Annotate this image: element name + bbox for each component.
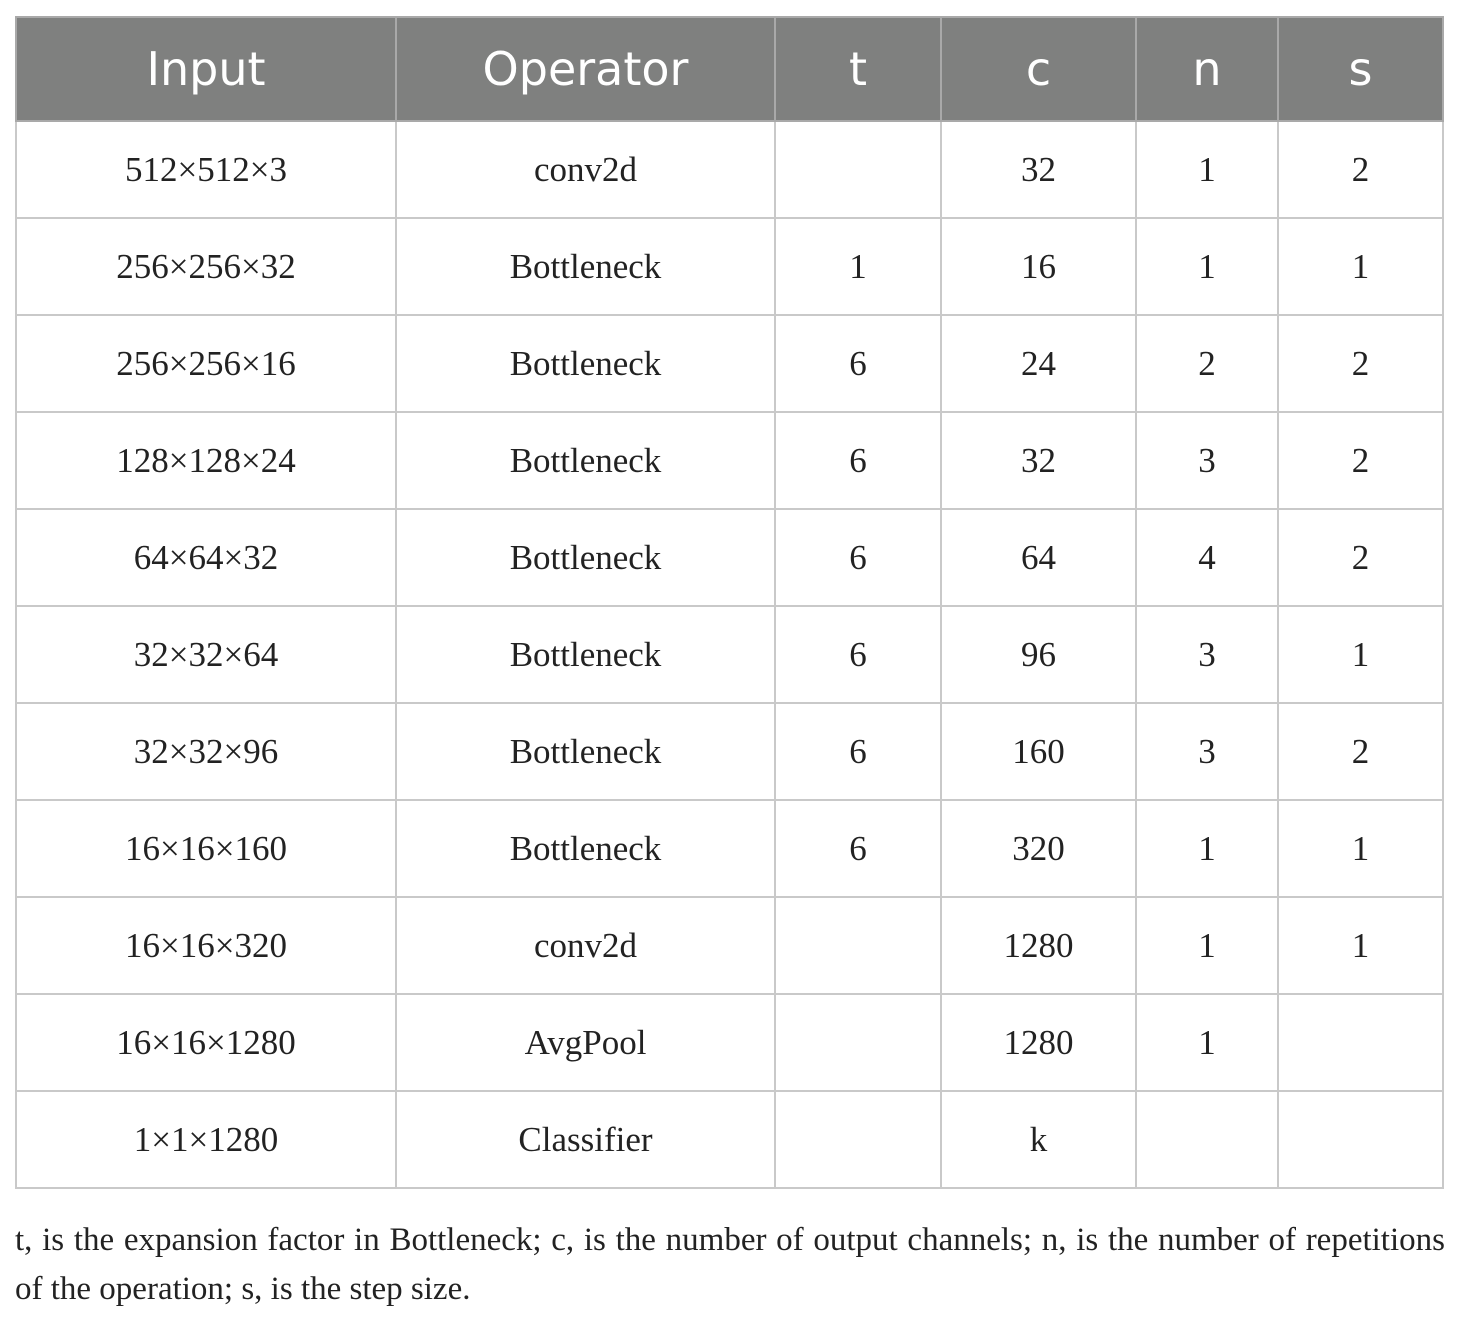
cell-operator: Bottleneck [396, 315, 775, 412]
table-row [16, 315, 1443, 412]
cell-n: 4 [1136, 509, 1278, 606]
table-row [16, 703, 1443, 800]
cell-s: 2 [1278, 703, 1443, 800]
cell-input: 16×16×320 [16, 897, 396, 994]
cell-s [1278, 1091, 1443, 1188]
cell-input: 256×256×16 [16, 315, 396, 412]
cell-t: 6 [775, 315, 941, 412]
table-row [16, 218, 1443, 315]
cell-input: 128×128×24 [16, 412, 396, 509]
cell-s: 2 [1278, 315, 1443, 412]
cell-operator: Bottleneck [396, 703, 775, 800]
cell-c: k [941, 1091, 1136, 1188]
table-footnote: t, is the expansion factor in Bottleneck; c, is the number of output channels; n, is the number of repetitions of the operation; s, is the step size. [15, 1222, 1445, 1307]
cell-s: 1 [1278, 218, 1443, 315]
column-header-t: t [775, 17, 941, 121]
cell-operator: Bottleneck [396, 606, 775, 703]
table-row [16, 897, 1443, 994]
table-row [16, 800, 1443, 897]
cell-t [775, 1091, 941, 1188]
table-body [16, 121, 1443, 1188]
cell-operator: Bottleneck [396, 509, 775, 606]
cell-operator: Bottleneck [396, 218, 775, 315]
cell-n [1136, 1091, 1278, 1188]
cell-t: 6 [775, 509, 941, 606]
cell-t: 6 [775, 606, 941, 703]
table-row [16, 1091, 1443, 1188]
cell-n: 1 [1136, 121, 1278, 218]
cell-n: 3 [1136, 703, 1278, 800]
header-row [16, 17, 1443, 121]
table-row [16, 509, 1443, 606]
cell-s: 1 [1278, 606, 1443, 703]
table-row [16, 121, 1443, 218]
cell-input: 32×32×96 [16, 703, 396, 800]
column-header-s: s [1278, 17, 1443, 121]
cell-t: 6 [775, 412, 941, 509]
cell-s: 2 [1278, 121, 1443, 218]
cell-input: 16×16×1280 [16, 994, 396, 1091]
cell-s: 1 [1278, 897, 1443, 994]
cell-c: 1280 [941, 897, 1136, 994]
cell-t [775, 897, 941, 994]
cell-t [775, 994, 941, 1091]
cell-c: 24 [941, 315, 1136, 412]
cell-t [775, 121, 941, 218]
cell-t: 1 [775, 218, 941, 315]
cell-c: 96 [941, 606, 1136, 703]
cell-c: 16 [941, 218, 1136, 315]
cell-input: 16×16×160 [16, 800, 396, 897]
cell-c: 64 [941, 509, 1136, 606]
cell-input: 512×512×3 [16, 121, 396, 218]
cell-operator: conv2d [396, 897, 775, 994]
table-row [16, 606, 1443, 703]
cell-operator: Bottleneck [396, 412, 775, 509]
cell-operator: Bottleneck [396, 800, 775, 897]
cell-n: 1 [1136, 218, 1278, 315]
cell-s [1278, 994, 1443, 1091]
cell-input: 64×64×32 [16, 509, 396, 606]
cell-n: 3 [1136, 412, 1278, 509]
column-header-input: Input [16, 17, 396, 121]
cell-c: 320 [941, 800, 1136, 897]
table-row [16, 994, 1443, 1091]
cell-n: 1 [1136, 897, 1278, 994]
cell-t: 6 [775, 703, 941, 800]
cell-t: 6 [775, 800, 941, 897]
cell-c: 160 [941, 703, 1136, 800]
cell-s: 2 [1278, 412, 1443, 509]
cell-operator: conv2d [396, 121, 775, 218]
cell-input: 1×1×1280 [16, 1091, 396, 1188]
cell-n: 3 [1136, 606, 1278, 703]
cell-s: 2 [1278, 509, 1443, 606]
cell-input: 32×32×64 [16, 606, 396, 703]
column-header-operator: Operator [396, 17, 775, 121]
cell-n: 1 [1136, 800, 1278, 897]
cell-c: 1280 [941, 994, 1136, 1091]
cell-c: 32 [941, 121, 1136, 218]
cell-operator: AvgPool [396, 994, 775, 1091]
cell-n: 1 [1136, 994, 1278, 1091]
cell-input: 256×256×32 [16, 218, 396, 315]
architecture-table [15, 16, 1444, 1189]
column-header-n: n [1136, 17, 1278, 121]
cell-operator: Classifier [396, 1091, 775, 1188]
cell-s: 1 [1278, 800, 1443, 897]
column-header-c: c [941, 17, 1136, 121]
table-row [16, 412, 1443, 509]
cell-c: 32 [941, 412, 1136, 509]
cell-n: 2 [1136, 315, 1278, 412]
